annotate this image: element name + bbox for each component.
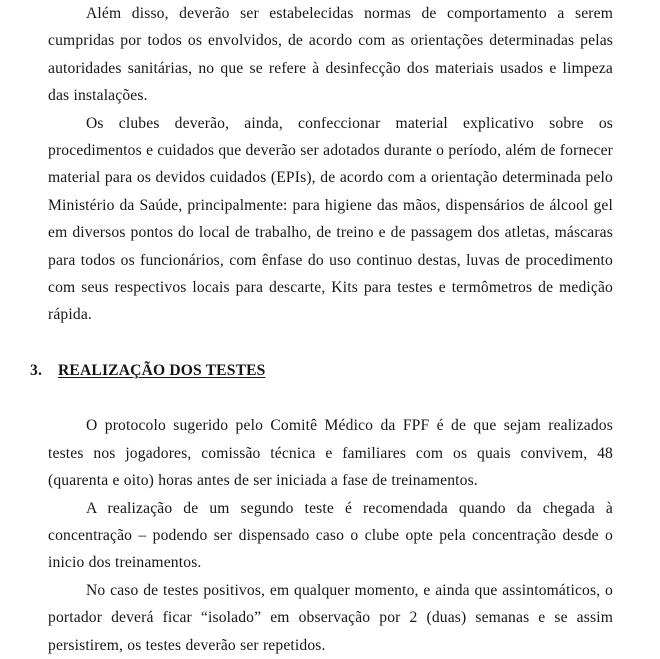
heading-spacer-below bbox=[48, 384, 613, 412]
paragraph-segundo-teste: A realização de um segundo teste é recomendada quando da chegada à concentração – podendo ser dispensado caso o clube opte pela concentração desde o inicio dos treinamentos. bbox=[48, 499, 613, 572]
paragraph-material-explicativo: Os clubes deverão, ainda, confeccionar material explicativo sobre os procedimentos e cuidados que deverão ser adotados durante o período, além de fornecer material para os devidos cuidados (EPIs), de acordo com a orientação determinada pelo Ministério da Saúde, principalmente: para higiene das mãos, dispensários de álcool gel em diversos pontos do local de trabalho, de treino e de passagem dos atletas, máscaras para todos os funcionários, com ênfase do uso continuo destas, luvas de procedimento com seus respectivos locais para descarte, Kits para testes e termômetros de medição rápida. bbox=[48, 114, 613, 324]
paragraph-normas-comportamento: Além disso, deverão ser estabelecidas normas de comportamento a serem cumpridas por todos os envolvidos, de acordo com as orientações determinadas pelas autoridades sanitárias, no que se refere à desinfecção dos materiais usados e limpeza das instalações. bbox=[48, 5, 613, 105]
section-heading-realizacao-dos-testes bbox=[30, 357, 595, 384]
document-body bbox=[30, 0, 613, 659]
section-title: REALIZAÇÃO DOS TESTES bbox=[58, 361, 266, 379]
heading-spacer-above bbox=[48, 329, 613, 357]
paragraph-testes-positivos: No caso de testes positivos, em qualquer momento, e ainda que assintomáticos, o portador deverá ficar “isolado” em observação por 2 (duas) semanas e se assim persistirem, os testes deverão ser repetidos. bbox=[48, 581, 613, 654]
section-number: 3. bbox=[30, 361, 43, 379]
paragraph-protocolo-comite-medico: O protocolo sugerido pelo Comitê Médico da FPF é de que sejam realizados testes nos jogadores, comissão técnica e familiares com os quais convivem, 48 (quarenta e oito) horas antes de ser iniciada a fase de treinamentos. bbox=[48, 417, 613, 490]
